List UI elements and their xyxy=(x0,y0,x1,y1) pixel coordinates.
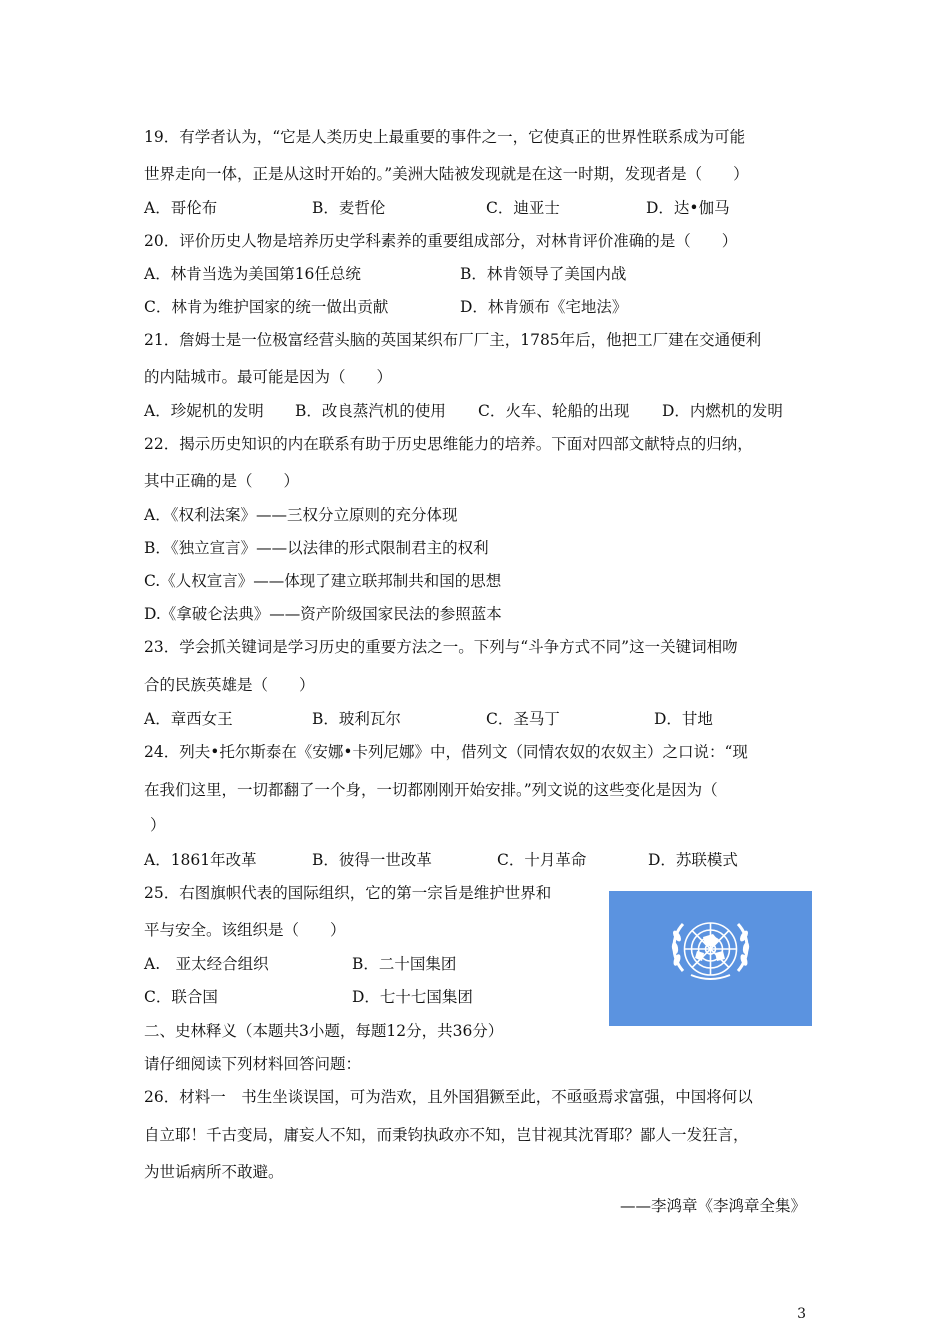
q20-option-c: C．林肯为维护国家的统一做出贡献 xyxy=(144,298,389,316)
q24-option-a: A．1861年改革 xyxy=(144,851,257,869)
q22-stem-line1: 22．揭示历史知识的内在联系有助于历史思维能力的培养。下面对四部文献特点的归纳， xyxy=(144,435,753,453)
q21-option-c: C．火车、轮船的出现 xyxy=(478,402,630,420)
page-number: 3 xyxy=(797,1306,806,1322)
q26-line2: 自立耶！千古变局，庸妄人不知，而秉钧执政亦不知，岂甘视其沈胥耶？鄙人一发狂言， xyxy=(144,1126,749,1144)
q24-option-d: D．苏联模式 xyxy=(648,851,738,869)
q21-stem-line2: 的内陆城市。最可能是因为（ ） xyxy=(144,368,393,386)
q24-option-c: C．十月革命 xyxy=(497,851,587,869)
q20-stem: 20．评价历史人物是培养历史学科素养的重要组成部分，对林肯评价准确的是（ ） xyxy=(144,232,738,250)
q20-option-b: B．林肯领导了美国内战 xyxy=(460,265,627,283)
q25-option-b: B．二十国集团 xyxy=(352,955,457,973)
q19-stem-line2: 世界走向一体，正是从这时开始的。”美洲大陆被发现就是在这一时期，发现者是（ ） xyxy=(144,165,749,183)
q20-option-a: A．林肯当选为美国第16任总统 xyxy=(144,265,361,283)
q23-option-b: B．玻利瓦尔 xyxy=(312,710,401,728)
q25-option-d: D．七十七国集团 xyxy=(352,988,473,1006)
q24-stem-line1: 24．列夫•托尔斯泰在《安娜•卡列尼娜》中，借列文（同情农奴的农奴主）之口说：“现 xyxy=(144,743,748,761)
q25-stem-line1: 25．右图旗帜代表的国际组织，它的第一宗旨是维护世界和 xyxy=(144,884,552,902)
q19-option-d: D．达•伽马 xyxy=(646,199,730,217)
q21-stem-line1: 21．詹姆士是一位极富经营头脑的英国某织布厂厂主，1785年后，他把工厂建在交通便利 xyxy=(144,331,762,349)
q23-option-a: A．章西女王 xyxy=(144,710,233,728)
q26-line3: 为世诟病所不敢避。 xyxy=(144,1163,284,1181)
q19-option-b: B．麦哲伦 xyxy=(312,199,386,217)
q22-option-b: B．《独立宣言》——以法律的形式限制君主的权利 xyxy=(144,539,489,557)
q24-stem-line2: 在我们这里，一切都翻了一个身，一切都刚刚开始安排。”列文说的这些变化是因为（ xyxy=(144,781,718,799)
q23-stem-line2: 合的民族英雄是（ ） xyxy=(144,676,315,694)
q25-option-a: A. 亚太经合组织 xyxy=(144,955,269,973)
section2-instruction: 请仔细阅读下列材料回答问题： xyxy=(144,1055,362,1073)
q22-stem-line2: 其中正确的是（ ） xyxy=(144,472,300,490)
q22-option-a: A．《权利法案》——三权分立原则的充分体现 xyxy=(144,506,458,524)
q21-option-d: D．内燃机的发明 xyxy=(662,402,783,420)
q19-option-c: C．迪亚士 xyxy=(486,199,560,217)
q23-stem-line1: 23．学会抓关键词是学习历史的重要方法之一。下列与“斗争方式不同”这一关键词相吻 xyxy=(144,638,738,656)
q20-option-d: D．林肯颁布《宅地法》 xyxy=(460,298,628,316)
q23-option-c: C．圣马丁 xyxy=(486,710,560,728)
section2-heading: 二、史林释义（本题共3小题，每题12分，共36分） xyxy=(144,1022,504,1040)
q26-line1: 26．材料一 书生坐谈误国，可为浩欢，且外国猖獗至此，不亟亟焉求富强，中国将何以 xyxy=(144,1088,753,1106)
q22-option-d: D.《拿破仑法典》——资产阶级国家民法的参照蓝本 xyxy=(144,605,502,623)
q24-option-b: B．彼得一世改革 xyxy=(312,851,432,869)
q26-attribution: ——李鸿章《李鸿章全集》 xyxy=(619,1197,806,1215)
q25-option-c: C．联合国 xyxy=(144,988,218,1006)
q24-stem-line3: ） xyxy=(150,816,166,834)
q19-option-a: A．哥伦布 xyxy=(144,199,218,217)
q21-option-a: A．珍妮机的发明 xyxy=(144,402,264,420)
q21-option-b: B．改良蒸汽机的使用 xyxy=(295,402,446,420)
q25-stem-line2: 平与安全。该组织是（ ） xyxy=(144,921,346,939)
un-flag-icon xyxy=(609,891,812,1026)
q19-stem-line1: 19．有学者认为，“它是人类历史上最重要的事件之一，它使真正的世界性联系成为可能 xyxy=(144,128,746,146)
q23-option-d: D．甘地 xyxy=(654,710,713,728)
q22-option-c: C.《人权宣言》——体现了建立联邦制共和国的思想 xyxy=(144,572,502,590)
